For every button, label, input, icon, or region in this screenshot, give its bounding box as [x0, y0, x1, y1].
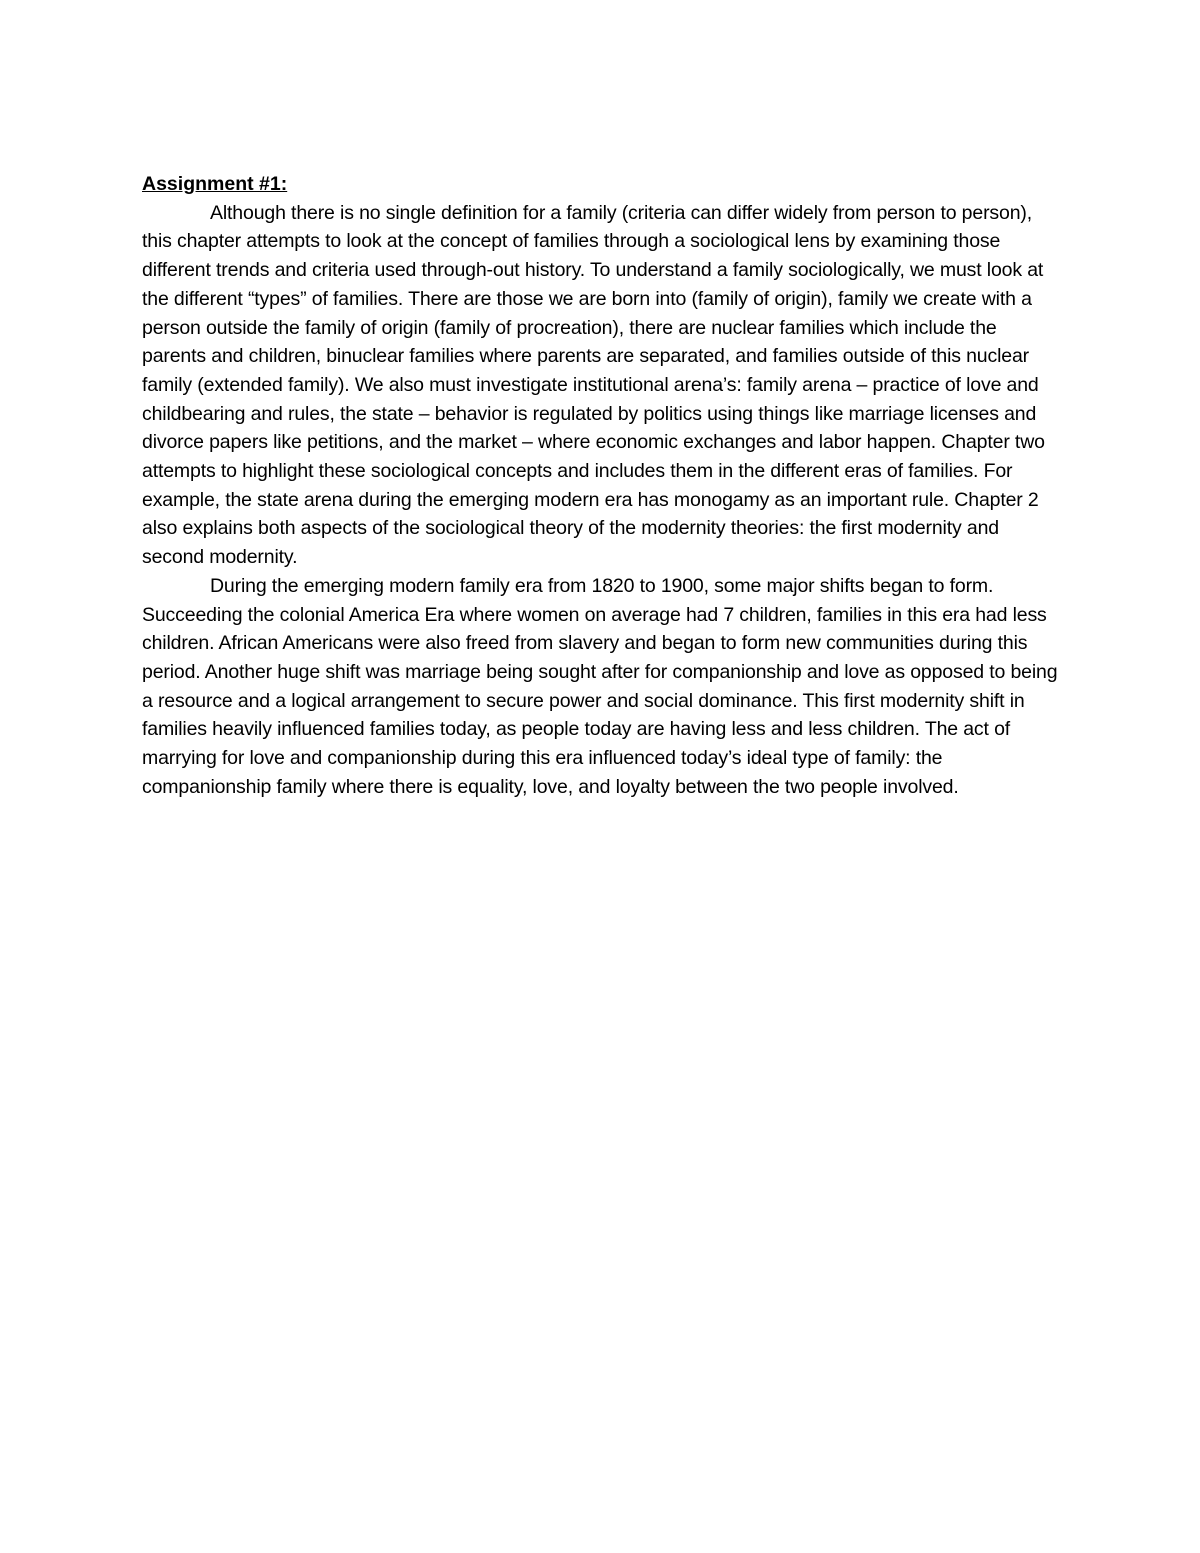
document-page [142, 170, 1062, 801]
paragraph-2: During the emerging modern family era from 1820 to 1900, some major shifts began to form. Succeeding the colonial America Era where women on average had 7 children, families in this era had less children. African Americans were also freed from slavery and began to form new communities during this period. Another huge shift was marriage being sought after for companionship and love as opposed to being a resource and a logical arrangement to secure power and social dominance. This first modernity shift in families heavily influenced families today, as people today are having less and less children. The act of marrying for love and companionship during this era influenced today’s ideal type of family: the companionship family where there is equality, love, and loyalty between the two people involved. [142, 574, 1058, 798]
assignment-heading: Assignment #1: [142, 173, 288, 195]
paragraph-1: Although there is no single definition for a family (criteria can differ widely from person to person), this chapter attempts to look at the concept of families through a sociological lens by examining those different trends and criteria used through-out history. To understand a family sociologically, we must look at the different “types” of families. There are those we are born into (family of origin), family we create with a person outside the family of origin (family of procreation), there are nuclear families which include the parents and children, binuclear families where parents are separated, and families outside of this nuclear family (extended family). We also must investigate institutional arena’s: family arena – practice of love and childbearing and rules, the state – behavior is regulated by politics using things like marriage licenses and divorce papers like petitions, and the market – where economic exchanges and labor happen. Chapter two attempts to highlight these sociological concepts and includes them in the different eras of families. For example, the state arena during the emerging modern era has monogamy as an important rule. Chapter 2 also explains both aspects of the sociological theory of the modernity theories: the first modernity and second modernity. [142, 201, 1045, 569]
